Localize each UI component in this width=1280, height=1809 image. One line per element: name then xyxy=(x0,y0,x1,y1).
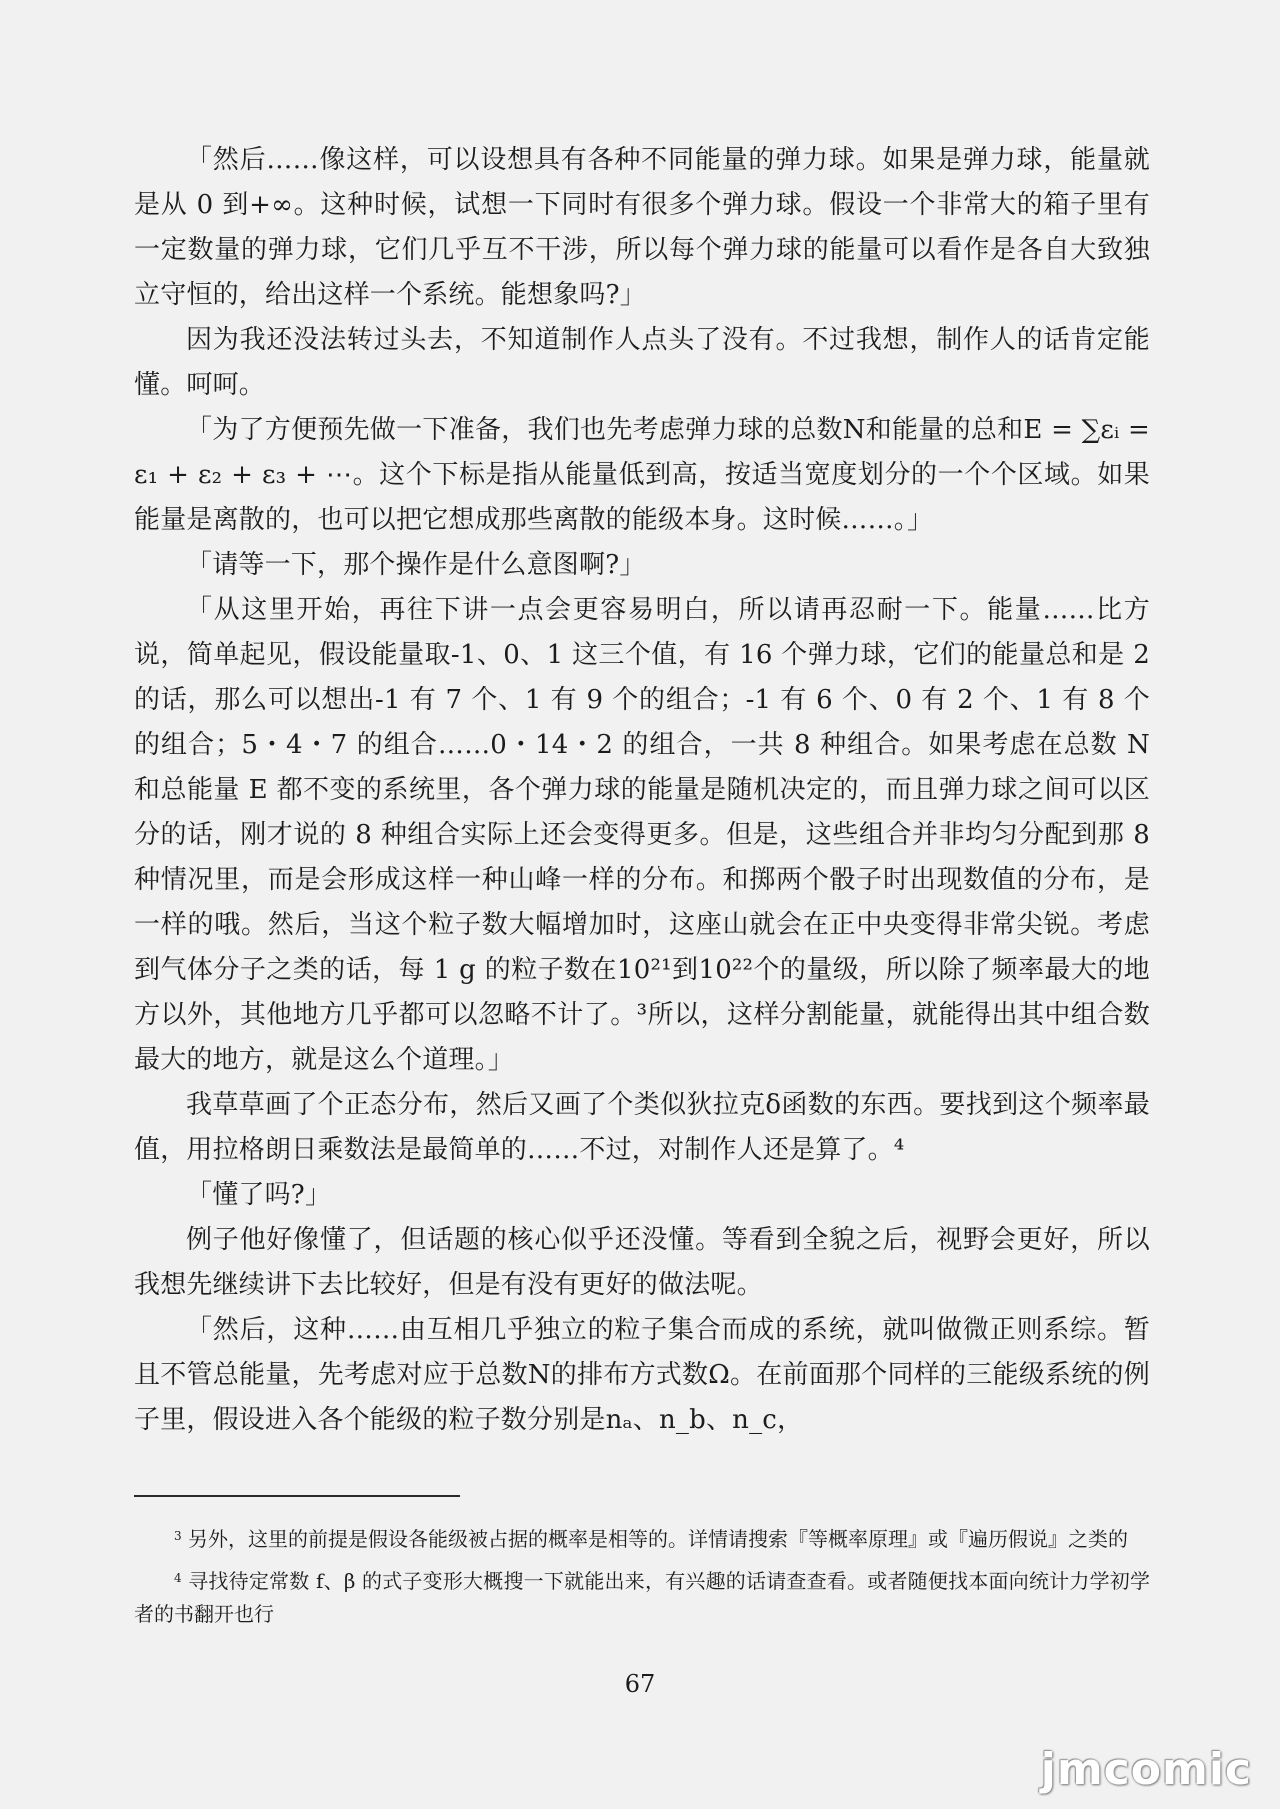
footnotes xyxy=(134,1520,1150,1637)
paragraph: 「请等一下，那个操作是什么意图啊?」 xyxy=(186,550,646,580)
footnote-text: 另外，这里的前提是假设各能级被占据的概率是相等的。详情请搜索『等概率原理』或『遍历假说』之类的 xyxy=(188,1527,1128,1551)
footnote-mark: 3 xyxy=(174,1529,182,1543)
paragraph: 「懂了吗?」 xyxy=(186,1180,332,1210)
paragraph: 例子他好像懂了，但话题的核心似乎还没懂。等看到全貌之后，视野会更好，所以我想先继续讲下去比较好，但是有没有更好的做法呢。 xyxy=(134,1225,1150,1300)
footnote xyxy=(134,1520,1150,1556)
paragraph: 「从这里开始，再往下讲一点会更容易明白，所以请再忍耐一下。能量……比方说，简单起见，假设能量取-1、0、1 这三个值，有 16 个弹力球，它们的能量总和是 2 的话，那么可以想出-1 有 7 个、1 有 9 个的组合；-1 有 6 个、0 有 2 个、1 有 8 个的组合；5・4・7 的组合……0・14・2 的组合，一共 8 种组合。如果考虑在总数 N 和总能量 E 都不变的系统里，各个弹力球的能量是随机决定的，而且弹力球之间可以区分的话，刚才说的 8 种组合实际上还会变得更多。但是，这些组合并非均匀分配到那 8 种情况里，而是会形成这样一种山峰一样的分布。和掷两个骰子时出现数值的分布，是一样的哦。然后，当这个粒子数大幅增加时，这座山就会在正中央变得非常尖锐。考虑到气体分子之类的话，每 1 g 的粒子数在10²¹到10²²个的量级，所以除了频率最大的地方以外，其他地方几乎都可以忽略不计了。³所以，这样分割能量，就能得出其中组合数最大的地方，就是这么个道理。」 xyxy=(134,595,1150,1075)
page-number: 67 xyxy=(624,1670,656,1698)
watermark-logo: jmcomic xyxy=(1040,1744,1252,1795)
footnote xyxy=(134,1562,1150,1631)
paragraph: 「然后，这种……由互相几乎独立的粒子集合而成的系统，就叫做微正则系综。暂且不管总能量，先考虑对应于总数N的排布方式数Ω。在前面那个同样的三能级系统的例子里，假设进入各个能级的粒子数分别是nₐ、n_b、n_c， xyxy=(134,1315,1150,1435)
paragraph: 因为我还没法转过头去，不知道制作人点头了没有。不过我想，制作人的话肯定能懂。呵呵。 xyxy=(134,325,1150,400)
main-text xyxy=(134,138,1150,1443)
paragraph: 我草草画了个正态分布，然后又画了个类似狄拉克δ函数的东西。要找到这个频率最值，用拉格朗日乘数法是最简单的……不过，对制作人还是算了。⁴ xyxy=(134,1090,1150,1165)
paragraph: 「为了方便预先做一下准备，我们也先考虑弹力球的总数N和能量的总和E = ∑εᵢ = ε₁ + ε₂ + ε₃ + ⋯。这个下标是指从能量低到高，按适当宽度划分的一个个区域。如果能量是离散的，也可以把它想成那些离散的能级本身。这时候……。」 xyxy=(134,415,1150,535)
paragraph: 「然后……像这样，可以设想具有各种不同能量的弹力球。如果是弹力球，能量就是从 0 到+∞。这种时候，试想一下同时有很多个弹力球。假设一个非常大的箱子里有一定数量的弹力球，它们几乎互不干涉，所以每个弹力球的能量可以看作是各自大致独立守恒的，给出这样一个系统。能想象吗?」 xyxy=(134,145,1150,310)
footnote-mark: 4 xyxy=(174,1571,182,1585)
footnote-text: 寻找待定常数 f、β 的式子变形大概搜一下就能出来，有兴趣的话请查查看。或者随便找本面向统计力学初学者的书翻开也行 xyxy=(134,1569,1150,1626)
footnote-divider xyxy=(134,1495,460,1497)
